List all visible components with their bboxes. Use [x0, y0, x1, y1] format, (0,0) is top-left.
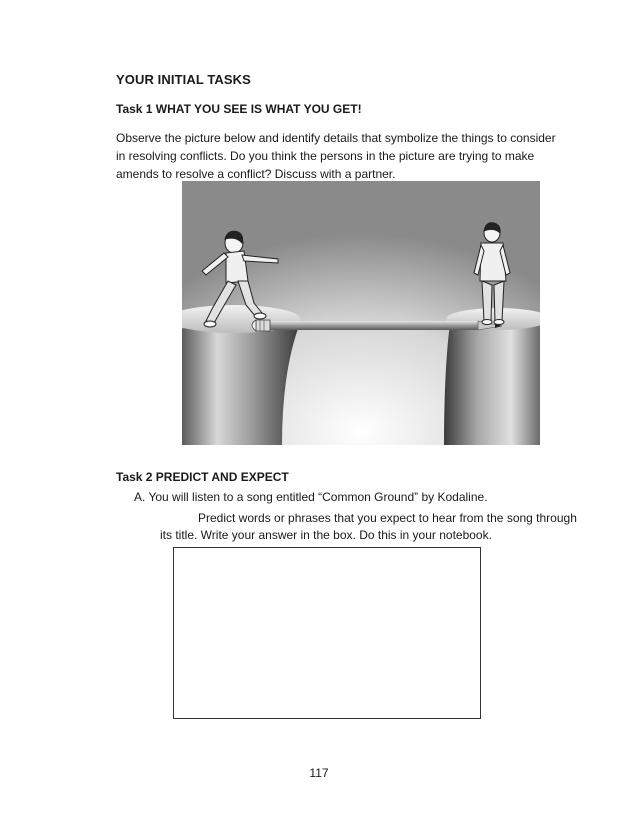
page-number: 117	[309, 766, 329, 780]
task2-title: Task 2 PREDICT AND EXPECT	[116, 470, 289, 484]
task2-item-a: A. You will listen to a song entitled “Common Ground” by Kodaline.	[134, 490, 488, 504]
page-heading: YOUR INITIAL TASKS	[116, 72, 251, 87]
task1-paragraph	[116, 129, 556, 183]
task1-line: Observe the picture below and identify details that symbolize the things to consider	[116, 131, 556, 145]
answer-box	[173, 547, 481, 719]
pencil-bridge-illustration	[182, 181, 540, 445]
task1-title: Task 1 WHAT YOU SEE IS WHAT YOU GET!	[116, 102, 362, 116]
task1-line: amends to resolve a conflict? Discuss with a partner.	[116, 167, 396, 181]
task2-instruction-line: Predict words or phrases that you expect to hear from the song through	[198, 511, 577, 525]
task2-instruction-line: its title. Write your answer in the box. Do this in your notebook.	[160, 528, 492, 542]
task2-instruction	[160, 510, 580, 544]
task1-line: in resolving conflicts. Do you think the persons in the picture are trying to make	[116, 149, 535, 163]
